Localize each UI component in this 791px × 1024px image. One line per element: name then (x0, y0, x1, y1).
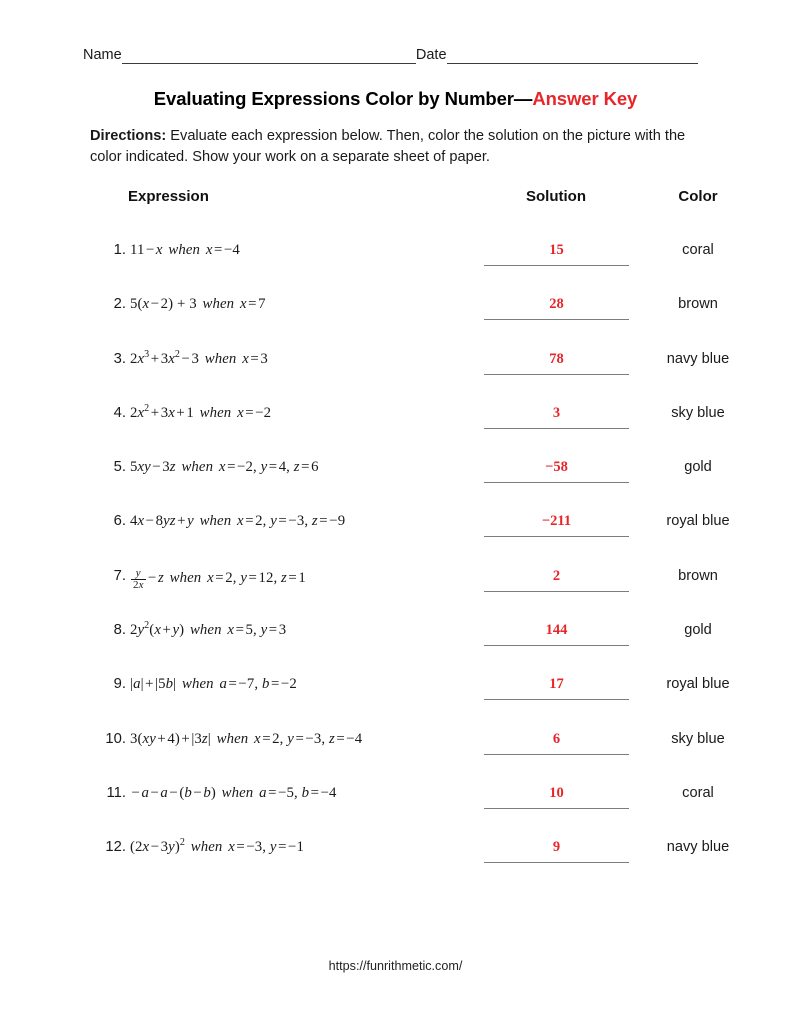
problem-row (0, 449, 791, 503)
problem-row (0, 395, 791, 449)
problem-list (0, 232, 791, 884)
answer-value: 2 (552, 567, 561, 584)
problem-row (0, 558, 791, 612)
problem-expression: − a − a − (b − b) when a = −5, b = −4 (131, 784, 337, 801)
problem-expression: $\frac{y}{2x}$ − z when x = 2, y = 12, z = 1 (133, 566, 306, 591)
answer-value: 144 (545, 622, 568, 639)
color-value: brown (678, 296, 718, 313)
problem-number: 1. (113, 242, 126, 258)
problem-expression: $2x^3 + 3x^2 - 3$ when x = 3 (130, 348, 268, 367)
color-value: royal blue (666, 676, 730, 693)
answer-value: −211 (541, 513, 572, 530)
date-write-in-line[interactable] (447, 50, 698, 64)
problem-expression: 3(xy + 4) + |3z| when x = 2, y = −3, z = −4 (130, 730, 363, 747)
problem-expression: 11 − x when x = −4 (130, 242, 240, 258)
name-date-header (83, 47, 698, 64)
problem-row (0, 829, 791, 883)
problem-row (0, 341, 791, 395)
color-value: gold (684, 622, 712, 639)
problem-expression: $2x^2 + 3x + 1$ when x = −2 (130, 402, 272, 421)
problem-row (0, 612, 791, 666)
problem-number: 3. (113, 350, 126, 367)
problem-expression: 5xy − 3z when x = −2, y = 4, z = 6 (130, 459, 319, 476)
problem-expression: $2y^2(x + y)$ when x = 5, y = 3 (130, 620, 287, 639)
footer-url[interactable]: https://funrithmetic.com/ (328, 959, 463, 973)
problem-row (0, 286, 791, 340)
problem-expression: |a| + |5b| when a = −7, b = −2 (130, 676, 297, 693)
answer-value: 9 (552, 839, 561, 856)
column-header-solution: Solution (526, 188, 586, 205)
problem-number: 12. (105, 839, 126, 856)
problem-number: 6. (113, 513, 126, 530)
fraction-y-over-2x: $\frac{y}{2x}$ (133, 566, 144, 591)
problem-row (0, 721, 791, 775)
color-value: navy blue (666, 839, 730, 856)
color-value: gold (684, 459, 712, 476)
name-label: Name (83, 47, 122, 63)
answer-value: 15 (549, 242, 564, 258)
page-title (0, 88, 791, 110)
answer-value: −58 (545, 459, 568, 476)
page-title-main: Evaluating Expressions Color by Number— (153, 88, 533, 109)
column-headers (0, 188, 791, 210)
color-value: coral (682, 242, 714, 258)
directions-label: Directions: (90, 128, 167, 144)
answer-value: 78 (549, 350, 564, 367)
directions (90, 126, 690, 168)
problem-row (0, 775, 791, 829)
color-value: navy blue (666, 350, 730, 367)
problem-expression: 5(x − 2) + 3 when x = 7 (130, 296, 266, 313)
color-value: sky blue (671, 730, 725, 747)
color-value: sky blue (671, 404, 725, 421)
problem-number: 8. (113, 622, 126, 639)
problem-row (0, 666, 791, 720)
answer-key-badge: Answer Key (532, 88, 638, 109)
color-value: royal blue (666, 513, 730, 530)
problem-number: 10. (105, 730, 126, 747)
color-value: coral (682, 784, 714, 801)
problem-number: 11. (106, 784, 126, 801)
color-value: brown (678, 567, 718, 584)
problem-number: 5. (113, 459, 126, 476)
name-write-in-line[interactable] (122, 50, 416, 64)
answer-value: 17 (549, 676, 564, 693)
problem-number: 9. (113, 676, 126, 693)
date-label: Date (415, 47, 447, 63)
problem-row (0, 503, 791, 557)
answer-value: 3 (552, 404, 561, 421)
answer-value: 10 (549, 784, 564, 801)
answer-value: 6 (552, 730, 561, 747)
column-header-expression: Expression (128, 188, 209, 205)
problem-row (0, 232, 791, 286)
problem-expression: 4x − 8yz + y when x = 2, y = −3, z = −9 (130, 513, 346, 530)
answer-value: 28 (549, 296, 564, 313)
directions-text: Evaluate each expression below. Then, color the solution on the picture with the color indicated. Show your work on a separate sheet of paper. (90, 128, 686, 165)
problem-number: 2. (113, 296, 126, 313)
column-header-color: Color (678, 188, 718, 205)
problem-number: 7. (113, 567, 126, 584)
problem-number: 4. (113, 404, 126, 421)
problem-expression: $(2x - 3y)^2$ when x = −3, y = −1 (130, 837, 304, 856)
